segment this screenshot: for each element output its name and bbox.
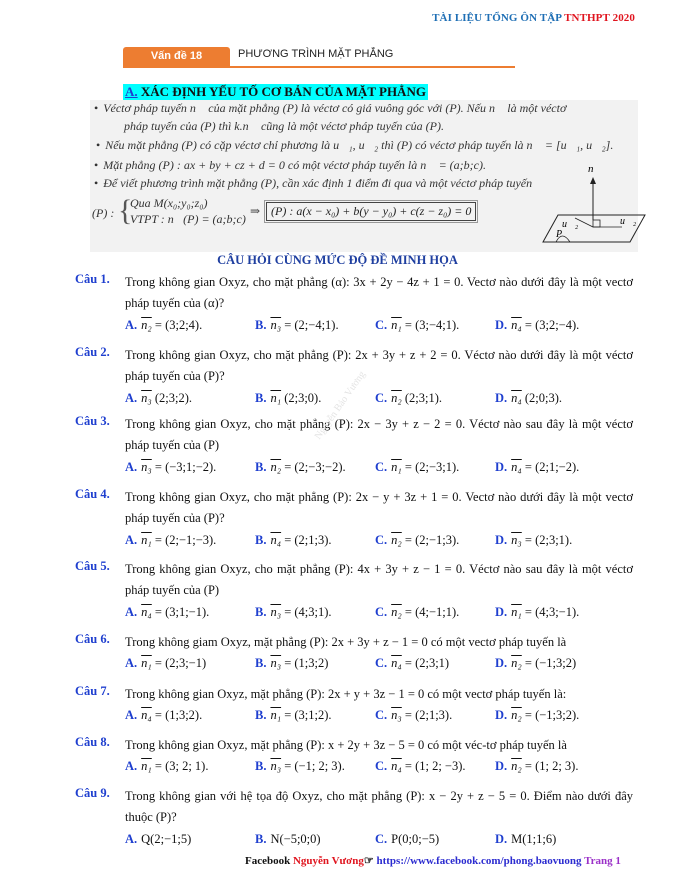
- option-label: B.: [255, 656, 267, 670]
- option-value: = (3;1;−1).: [151, 605, 210, 619]
- vector-name: n₃: [270, 759, 282, 773]
- option-d[interactable]: [495, 318, 579, 333]
- answer-options: [125, 391, 635, 409]
- option-value: = (2;1;−2).: [521, 460, 580, 474]
- right-angle-mark: [593, 220, 600, 227]
- vector-name: n₁: [391, 318, 402, 332]
- section-a-heading: [123, 84, 428, 100]
- option-value: (2;0;3).: [521, 391, 563, 405]
- section-b-heading: CÂU HỎI CÙNG MỨC ĐỘ ĐỀ MINH HỌA: [217, 253, 458, 267]
- option-a[interactable]: [125, 391, 192, 406]
- option-label: D.: [495, 460, 508, 474]
- vector-name: n₃: [511, 533, 522, 547]
- question-text: Trong không gian Oxyz, cho mặt phẳng (P): 2x − y + 3z + 1 = 0. Vectơ nào dưới đây là một vectơ pháp tuyến của (P)?: [125, 490, 633, 525]
- option-a[interactable]: [125, 533, 216, 548]
- option-c[interactable]: [375, 391, 442, 406]
- option-value: = (−1; 2; 3).: [281, 759, 345, 773]
- u2-label: u⃗₂: [620, 216, 637, 227]
- option-label: C.: [375, 460, 388, 474]
- option-value: = (2;−1;3).: [401, 533, 460, 547]
- question-text: Trong không gian Oxyz, cho mặt phẳng (P): 4x + 3y + z − 1 = 0. Véctơ nào sau đây là một véctơ pháp tuyến của (P): [125, 562, 633, 597]
- option-b[interactable]: [255, 708, 332, 723]
- option-label: D.: [495, 759, 508, 773]
- option-label: D.: [495, 533, 508, 547]
- question-number: Câu 9.: [75, 786, 110, 800]
- option-b[interactable]: [255, 656, 328, 671]
- normal-arrowhead: [590, 177, 596, 184]
- option-value: = (3; 2; 1).: [151, 759, 209, 773]
- system-brace: {: [118, 194, 133, 227]
- option-b[interactable]: [255, 832, 321, 847]
- option-value: = (2;1;3).: [401, 708, 453, 722]
- vector-name: n₄: [391, 656, 402, 670]
- question-number: Câu 1.: [75, 272, 110, 286]
- option-label: B.: [255, 391, 267, 405]
- page-footer: [245, 854, 621, 867]
- implies-arrow: ⇒: [250, 204, 261, 218]
- question-text: Trong không gian Oxyz, mặt phẳng (P): x + 2y + 3z − 5 = 0 có một véc-tơ pháp tuyến là: [125, 738, 567, 752]
- vector-name: n₂: [511, 759, 522, 773]
- question-text: Trong không gian Oxyz, cho mặt phẳng (P): 2x + 3y + z + 2 = 0. Véctơ nào dưới đây là một véctơ pháp tuyến của (P)?: [125, 348, 633, 383]
- option-c[interactable]: [375, 533, 459, 548]
- option-value: = (2;−1;−3).: [151, 533, 217, 547]
- option-value: Q(2;−1;5): [141, 832, 192, 846]
- option-label: B.: [255, 708, 267, 722]
- option-label: D.: [495, 832, 508, 846]
- theory-bullet-3: • Mặt phẳng (P) : ax + by + cz + d = 0 có một véctơ pháp tuyến là n⃗ = (a;b;c).: [94, 158, 486, 172]
- vector-name: n₄: [391, 759, 402, 773]
- option-value: = (2;−3;1).: [401, 460, 460, 474]
- question-text: Trong không gian Oxyz, cho mặt phẳng (α): 3x + 2y − 4z + 1 = 0. Vectơ nào dưới đây là một vectơ pháp tuyến của (α)?: [125, 275, 633, 310]
- option-value: = (1;3;2): [281, 656, 329, 670]
- option-value: = (2;3;1).: [521, 533, 573, 547]
- question-text: Trong không gian với hệ tọa độ Oxyz, cho mặt phẳng (P): x − 2y + z − 5 = 0. Điểm nào dưới đây thuộc (P)?: [125, 789, 633, 824]
- answer-options: [125, 605, 635, 623]
- option-b[interactable]: [255, 759, 345, 774]
- option-label: B.: [255, 318, 267, 332]
- answer-options: [125, 460, 635, 478]
- option-value: (2;3;0).: [281, 391, 322, 405]
- option-label: A.: [125, 460, 138, 474]
- option-a[interactable]: [125, 759, 208, 774]
- option-value: = (4;−1;1).: [401, 605, 460, 619]
- option-label: C.: [375, 759, 388, 773]
- header-accent: TNTHPT 2020: [564, 12, 635, 24]
- option-value: N(−5;0;0): [270, 832, 321, 846]
- vector-name: n₂: [391, 533, 402, 547]
- option-a[interactable]: [125, 656, 206, 671]
- document-header: [432, 12, 635, 24]
- option-label: C.: [375, 318, 388, 332]
- answer-options: [125, 318, 635, 336]
- question-number: Câu 5.: [75, 559, 110, 573]
- vector-name: n₁: [270, 391, 282, 405]
- option-label: B.: [255, 533, 267, 547]
- theory-bullet-2: • Nếu mặt phẳng (P) có cặp véctơ chỉ phương là u⃗₁, u⃗₂ thì (P) có véctơ pháp tuyến là n⃗ = [u⃗₁, u⃗₂].: [96, 138, 614, 152]
- option-label: A.: [125, 832, 138, 846]
- option-value: = (−1;3;2).: [521, 708, 580, 722]
- plane-normal-diagram: [540, 160, 650, 250]
- option-label: C.: [375, 391, 388, 405]
- question-text: Trong không gian Oxyz, cho mặt phẳng (P): 2x − 3y + z − 2 = 0. Véctơ nào sau đây là một véctơ pháp tuyến của (P): [125, 417, 633, 452]
- option-value: = (−1;3;2): [521, 656, 577, 670]
- page-number: Trang 1: [581, 855, 621, 867]
- option-c[interactable]: [375, 460, 459, 475]
- answer-options: [125, 708, 635, 726]
- vector-name: n₄: [511, 318, 522, 332]
- option-value: = (2;1;3).: [281, 533, 332, 547]
- vector-name: n₂: [511, 708, 522, 722]
- option-label: C.: [375, 533, 388, 547]
- option-a[interactable]: [125, 460, 216, 475]
- option-value: = (4;3;−1).: [521, 605, 580, 619]
- option-d[interactable]: [495, 759, 578, 774]
- theory-bullet-4: • Để viết phương trình mặt phẳng (P), cần xác định 1 điểm đi qua và một véctơ pháp tuyến: [94, 176, 533, 190]
- option-label: C.: [375, 656, 388, 670]
- section-a-prefix: A.: [125, 84, 138, 99]
- question-number: Câu 3.: [75, 414, 110, 428]
- option-value: = (1; 2; −3).: [401, 759, 466, 773]
- option-value: M(1;1;6): [511, 832, 557, 846]
- option-a[interactable]: [125, 708, 202, 723]
- u1-label: u⃗₂: [562, 219, 579, 230]
- vector-name: n₁: [511, 605, 522, 619]
- option-c[interactable]: [375, 656, 449, 671]
- section-a-title: XÁC ĐỊNH YẾU TỐ CƠ BẢN CỦA MẶT PHẲNG: [137, 84, 426, 99]
- vector-name: n₃: [270, 318, 282, 332]
- vector-name: n₃: [141, 391, 152, 405]
- theory-bullet-1-cont: pháp tuyến của (P) thì k.n⃗ cũng là một véctơ pháp tuyến của (P).: [124, 119, 444, 133]
- plane-label: P: [556, 229, 563, 240]
- question-number: Câu 2.: [75, 345, 110, 359]
- question-text: Trong không giam Oxyz, mặt phẳng (P): 2x + 3y + z − 1 = 0 có một vectơ pháp tuyến là: [125, 635, 567, 649]
- option-value: = (3;1;2).: [281, 708, 332, 722]
- boxed-formula: (P) : a(x − x₀) + b(y − y₀) + c(z − z₀) = 0: [266, 202, 476, 221]
- option-label: C.: [375, 605, 388, 619]
- vector-name: n₄: [270, 533, 282, 547]
- option-d[interactable]: [495, 391, 562, 406]
- option-label: A.: [125, 708, 138, 722]
- option-value: (2;3;2).: [151, 391, 193, 405]
- option-label: A.: [125, 759, 138, 773]
- pointer-icon: ☞: [363, 855, 377, 867]
- chapter-tab: Vấn đề 18: [123, 47, 230, 66]
- option-value: (2;3;1).: [401, 391, 443, 405]
- option-label: A.: [125, 533, 138, 547]
- vector-name: n₃: [391, 708, 402, 722]
- system-lhs: (P) :: [92, 206, 115, 220]
- option-label: A.: [125, 318, 138, 332]
- watermark: Nguyễn Bảo Vương: [312, 369, 368, 442]
- question-number: Câu 7.: [75, 684, 110, 698]
- option-label: D.: [495, 391, 508, 405]
- vector-name: n₄: [141, 605, 152, 619]
- vector-name: n₄: [141, 708, 152, 722]
- option-c[interactable]: [375, 708, 452, 723]
- option-value: = (2;−4;1).: [281, 318, 339, 332]
- system-line-1: Qua M(x₀;y₀;z₀): [130, 196, 208, 210]
- option-value: = (3;−4;1).: [401, 318, 460, 332]
- option-label: A.: [125, 391, 138, 405]
- option-label: A.: [125, 656, 138, 670]
- answer-options: [125, 533, 635, 551]
- system-line-2: VTPT : n⃗(P) = (a;b;c): [130, 212, 246, 226]
- option-value: = (3;2;4).: [151, 318, 203, 332]
- option-a[interactable]: [125, 605, 209, 620]
- option-label: D.: [495, 318, 508, 332]
- option-d[interactable]: [495, 460, 579, 475]
- option-label: C.: [375, 832, 388, 846]
- option-b[interactable]: [255, 605, 332, 620]
- footer-prefix: Facebook: [245, 855, 293, 867]
- vector-name: n₂: [391, 391, 402, 405]
- vector-name: n₃: [270, 656, 282, 670]
- chapter-title: PHƯƠNG TRÌNH MẶT PHẲNG: [238, 48, 394, 60]
- option-c[interactable]: [375, 832, 439, 847]
- option-a[interactable]: [125, 832, 191, 847]
- question-number: Câu 4.: [75, 487, 110, 501]
- facebook-link[interactable]: https://www.facebook.com/phong.baovuong: [376, 855, 582, 867]
- option-value: = (1;3;2).: [151, 708, 203, 722]
- option-label: D.: [495, 605, 508, 619]
- footer-author: Nguyễn Vương: [292, 855, 364, 867]
- option-label: B.: [255, 460, 267, 474]
- header-title: TÀI LIỆU TỔNG ÔN TẬP: [432, 12, 565, 24]
- option-value: = (2;3;1): [401, 656, 450, 670]
- option-c[interactable]: [375, 605, 459, 620]
- vector-name: n₁: [141, 656, 152, 670]
- vector-name: n₂: [270, 460, 282, 474]
- option-d[interactable]: [495, 832, 556, 847]
- option-value: = (3;2;−4).: [521, 318, 580, 332]
- chapter-underline: [123, 66, 515, 68]
- option-b[interactable]: [255, 318, 339, 333]
- option-c[interactable]: [375, 318, 459, 333]
- option-value: = (1; 2; 3).: [521, 759, 579, 773]
- vector-name: n₂: [511, 656, 522, 670]
- option-b[interactable]: [255, 391, 321, 406]
- option-value: = (−3;1;−2).: [151, 460, 217, 474]
- vector-name: n₁: [141, 759, 152, 773]
- option-c[interactable]: [375, 759, 466, 774]
- option-label: A.: [125, 605, 138, 619]
- option-value: = (4;3;1).: [281, 605, 332, 619]
- vector-name: n₁: [270, 708, 282, 722]
- option-label: C.: [375, 708, 388, 722]
- question-text: Trong không gian Oxyz, mặt phẳng (P): 2x + y + 3z − 1 = 0 có một vectơ pháp tuyến là:: [125, 687, 567, 701]
- option-value: = (2;−3;−2).: [281, 460, 346, 474]
- option-label: D.: [495, 656, 508, 670]
- vector-name: n₄: [511, 391, 522, 405]
- vector-name: n₄: [511, 460, 522, 474]
- normal-label: n⃗: [588, 163, 603, 175]
- vector-name: n₁: [141, 533, 152, 547]
- vector-name: n₃: [270, 605, 282, 619]
- option-b[interactable]: [255, 460, 346, 475]
- option-label: D.: [495, 708, 508, 722]
- vector-name: n₂: [391, 605, 402, 619]
- option-d[interactable]: [495, 708, 579, 723]
- answer-options: [125, 759, 635, 777]
- vector-name: n₃: [141, 460, 152, 474]
- option-b[interactable]: [255, 533, 332, 548]
- option-d[interactable]: [495, 605, 579, 620]
- option-a[interactable]: [125, 318, 202, 333]
- vector-name: n₂: [141, 318, 152, 332]
- answer-options: [125, 832, 635, 850]
- option-value: = (2;3;−1): [151, 656, 207, 670]
- option-label: B.: [255, 759, 267, 773]
- answer-options: [125, 656, 635, 674]
- theory-bullet-1: • Véctơ pháp tuyến n⃗ của mặt phẳng (P) là véctơ có giá vuông góc với (P). Nếu n⃗ là một véctơ: [94, 101, 567, 115]
- option-value: P(0;0;−5): [391, 832, 440, 846]
- option-label: B.: [255, 605, 267, 619]
- option-d[interactable]: [495, 656, 576, 671]
- vector-name: n₁: [391, 460, 402, 474]
- question-number: Câu 6.: [75, 632, 110, 646]
- question-number: Câu 8.: [75, 735, 110, 749]
- option-label: B.: [255, 832, 267, 846]
- option-d[interactable]: [495, 533, 572, 548]
